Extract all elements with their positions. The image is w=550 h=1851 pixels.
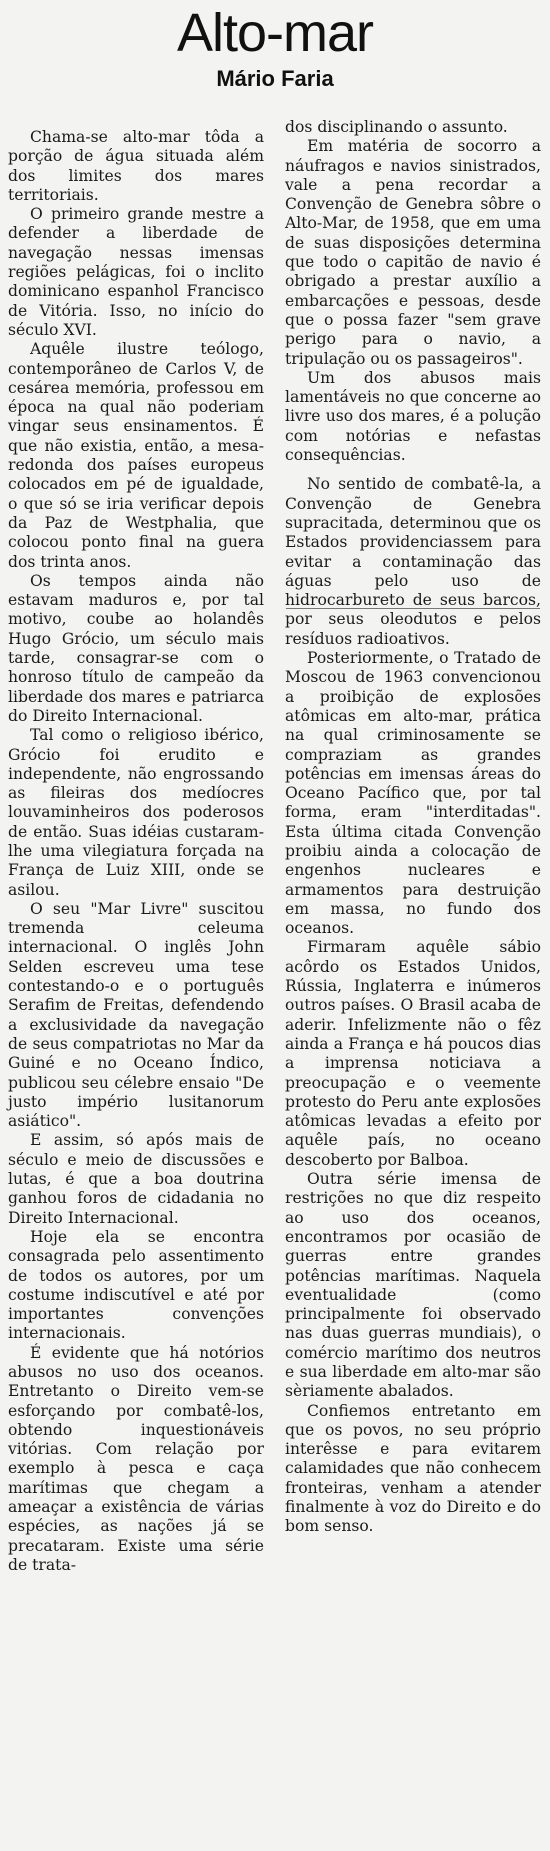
paragraph: Em matéria de socorro a náufragos e navios sinistrados, vale a pena recordar a Convenção de Genebra sôbre o Alto-Mar, de 1958, que em uma de suas disposições determina que todo o capitão de navio é obrigado a prestar auxílio a embarcações e pessoas, desde que o possa fazer "sem grave perigo para o navio, a tripulação ou os passageiros". (285, 137, 541, 368)
left-column (8, 128, 264, 1575)
paragraph: No sentido de combatê-la, a Convenção de Genebra supracitada, determinou que os Estados providenciassem para evitar a contaminação das águas pelo uso de hidrocarbureto de seus barcos, por seus oleodutos e pelos resíduos radioativos. (285, 475, 541, 648)
paragraph: É evidente que há notórios abusos no uso dos oceanos. Entretanto o Direito vem-se esforçando por combatê-los, obtendo inquestionáveis vitórias. Com relação por exemplo à pesca e caça marítimas que chegam a ameaçar a existência de várias espécies, as nações já se precataram. Existe uma série de trata- (8, 1343, 264, 1574)
paragraph: Posteriormente, o Tratado de Moscou de 1963 convencionou a proibição de explosões atômicas em alto-mar, prática na qual criminosamente se compraziam as grandes potências em imensas áreas do Oceano Pacífico que, por tal forma, eram "interditadas". Esta última citada Convenção proibiu ainda a colocação de engenhos nucleares e armamentos para destruição em massa, no fundo dos oceanos. (285, 649, 541, 938)
paragraph: Os tempos ainda não estavam maduros e, por tal motivo, coube ao holandês Hugo Grócio, um século mais tarde, consagrar-se com o honroso título de campeão da liberdade dos mares e patriarca do Direito Internacional. (8, 571, 264, 725)
article-author: Mário Faria (216, 66, 334, 91)
paragraph: Chama-se alto-mar tôda a porção de água situada além dos limites dos mares territoriais. (8, 128, 264, 204)
right-column (285, 118, 541, 1537)
paragraph: Firmaram aquêle sábio acôrdo os Estados Unidos, Rússia, Inglaterra e inúmeros outros países. O Brasil acaba de aderir. Infelizmente não o fêz ainda a França e há poucos dias a imprensa noticiava a preocupação e o veemente protesto do Peru ante explosões atômicas levadas a efeito por aquêle país, no oceano descoberto por Balboa. (285, 938, 541, 1169)
paragraph: O primeiro grande mestre a defender a liberdade de navegação nessas imensas regiões pelágicas, foi o inclito dominicano espanhol Francisco de Vitória. Isso, no início do século XVI. (8, 205, 264, 339)
paragraph: Aquêle ilustre teólogo, contemporâneo de Carlos V, de cesárea memória, professou em época na qual não poderiam vingar seus ensinamentos. É que não existia, então, a mesa-redonda dos países europeus colocados em pé de igualdade, o que só se iria verificar depois da Paz de Westphalia, que colocou ponto final na guera dos trinta anos. (8, 340, 264, 571)
paragraph: E assim, só após mais de século e meio de discussões e lutas, é que a boa doutrina ganhou foros de cidadania no Direito Internacional. (8, 1131, 264, 1227)
article-title: Alto-mar (176, 3, 374, 63)
paragraph: Tal como o religioso ibérico, Grócio foi erudito e independente, não engrossando as fileiras dos medíocres louvaminheiros dos poderosos de então. Suas idéias custaram-lhe uma vilegiatura forçada na França de Luiz XIII, onde se asilou. (8, 726, 264, 899)
paragraph: Outra série imensa de restrições no que diz respeito ao uso dos oceanos, encontramos por ocasião de guerras entre grandes potências marítimas. Naquela eventualidade (como principalmente foi observado nas duas guerras mundiais), o comércio marítimo dos neutros e sua liberdade em alto-mar são sèriamente abalados. (285, 1170, 541, 1401)
paragraph: Confiemos entretanto em que os povos, no seu próprio interêsse e para evitarem calamidades que não conhecem fronteiras, venham a atender finalmente à voz do Direito e do bom senso. (285, 1401, 541, 1536)
paragraph: Hoje ela se encontra consagrada pelo assentimento de todos os autores, por um costume indiscutível e até por importantes convenções internacionais. (8, 1227, 264, 1343)
paragraph: dos disciplinando o assunto. (285, 118, 508, 136)
paragraph: Um dos abusos mais lamentáveis no que concerne ao livre uso dos mares, é a polução com notórias e nefastas consequências. (285, 368, 541, 465)
paragraph: O seu "Mar Livre" suscitou tremenda celeuma internacional. O inglês John Selden escreveu uma tese contestando-o e o português Serafim de Freitas, defendendo a exclusividade da navegação de seus compatriotas no Mar da Guiné e no Oceano Índico, publicou seu célebre ensaio "De justo império lusitanorum asiático". (8, 899, 264, 1131)
